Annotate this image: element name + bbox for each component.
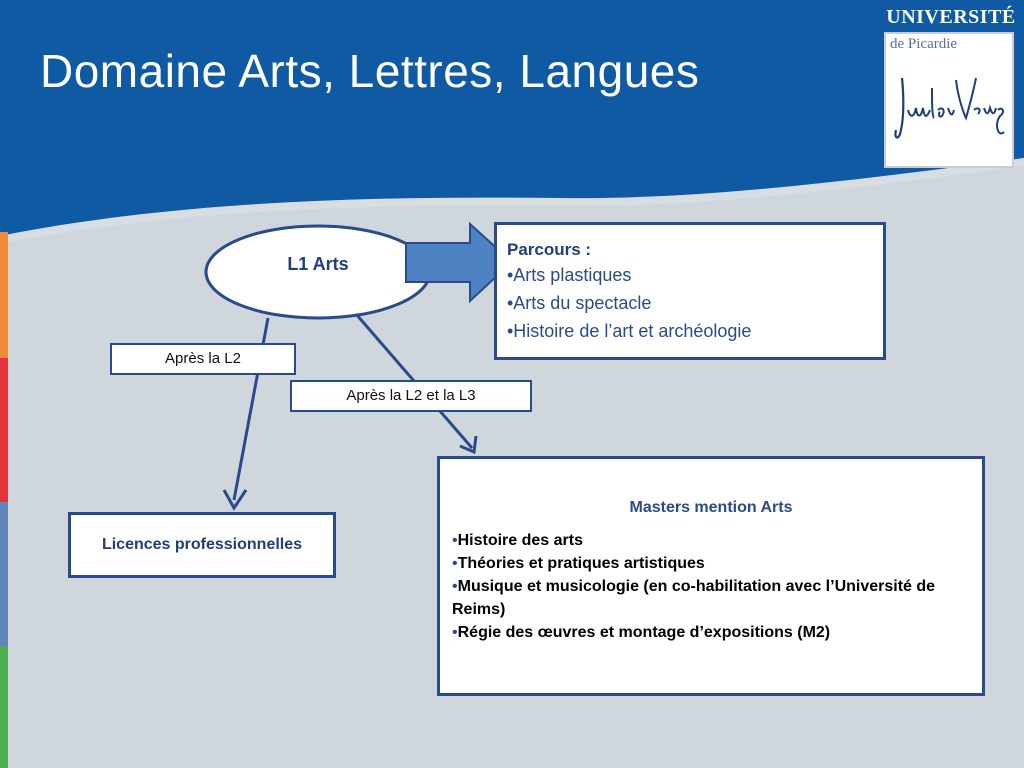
- edge-label-after-l2: Après la L2: [110, 343, 296, 375]
- university-logo: [884, 6, 1018, 162]
- bullet-icon: •: [452, 578, 458, 595]
- parcours-box: [494, 222, 886, 360]
- side-stripe-blue: [0, 502, 8, 646]
- signature-icon: [890, 58, 1008, 158]
- side-stripe-red: [0, 358, 8, 502]
- logo-university-text: UNIVERSITÉ: [886, 6, 1016, 28]
- parcours-item: •Arts plastiques: [507, 265, 632, 285]
- masters-item-text: Histoire des arts: [457, 532, 583, 549]
- slide-title: Domaine Arts, Lettres, Langues: [40, 45, 700, 97]
- bullet-icon: •: [452, 532, 458, 549]
- masters-box: [437, 456, 985, 696]
- side-stripe-green: [0, 646, 8, 768]
- masters-item: [452, 621, 970, 644]
- masters-item: [452, 529, 970, 552]
- masters-item-text: Régie des œuvres et montage d’expositions (M2): [457, 624, 831, 641]
- bullet-icon: •: [452, 555, 458, 572]
- licences-label: Licences professionnelles: [101, 536, 303, 553]
- masters-item-text: Musique et musicologie (en co-habilitation avec l’Université de Reims): [452, 578, 936, 618]
- masters-item-text: Théories et pratiques artistiques: [457, 555, 705, 572]
- masters-list: [452, 529, 970, 644]
- logo-panel: [884, 32, 1014, 168]
- bullet-icon: •: [452, 624, 458, 641]
- parcours-item: •Arts du spectacle: [507, 293, 652, 313]
- parcours-heading: Parcours :: [507, 240, 592, 259]
- parcours-item: •Histoire de l’art et archéologie: [507, 321, 752, 341]
- edge-label-after-l2-l3: Après la L2 et la L3: [290, 380, 532, 412]
- masters-heading: Masters mention Arts: [629, 499, 793, 516]
- masters-item: [452, 552, 970, 575]
- licences-box: [68, 512, 336, 578]
- logo-subtitle: de Picardie: [890, 36, 958, 52]
- side-stripe-orange: [0, 232, 8, 358]
- root-node-label: L1 Arts: [287, 254, 349, 274]
- masters-item: [452, 575, 970, 621]
